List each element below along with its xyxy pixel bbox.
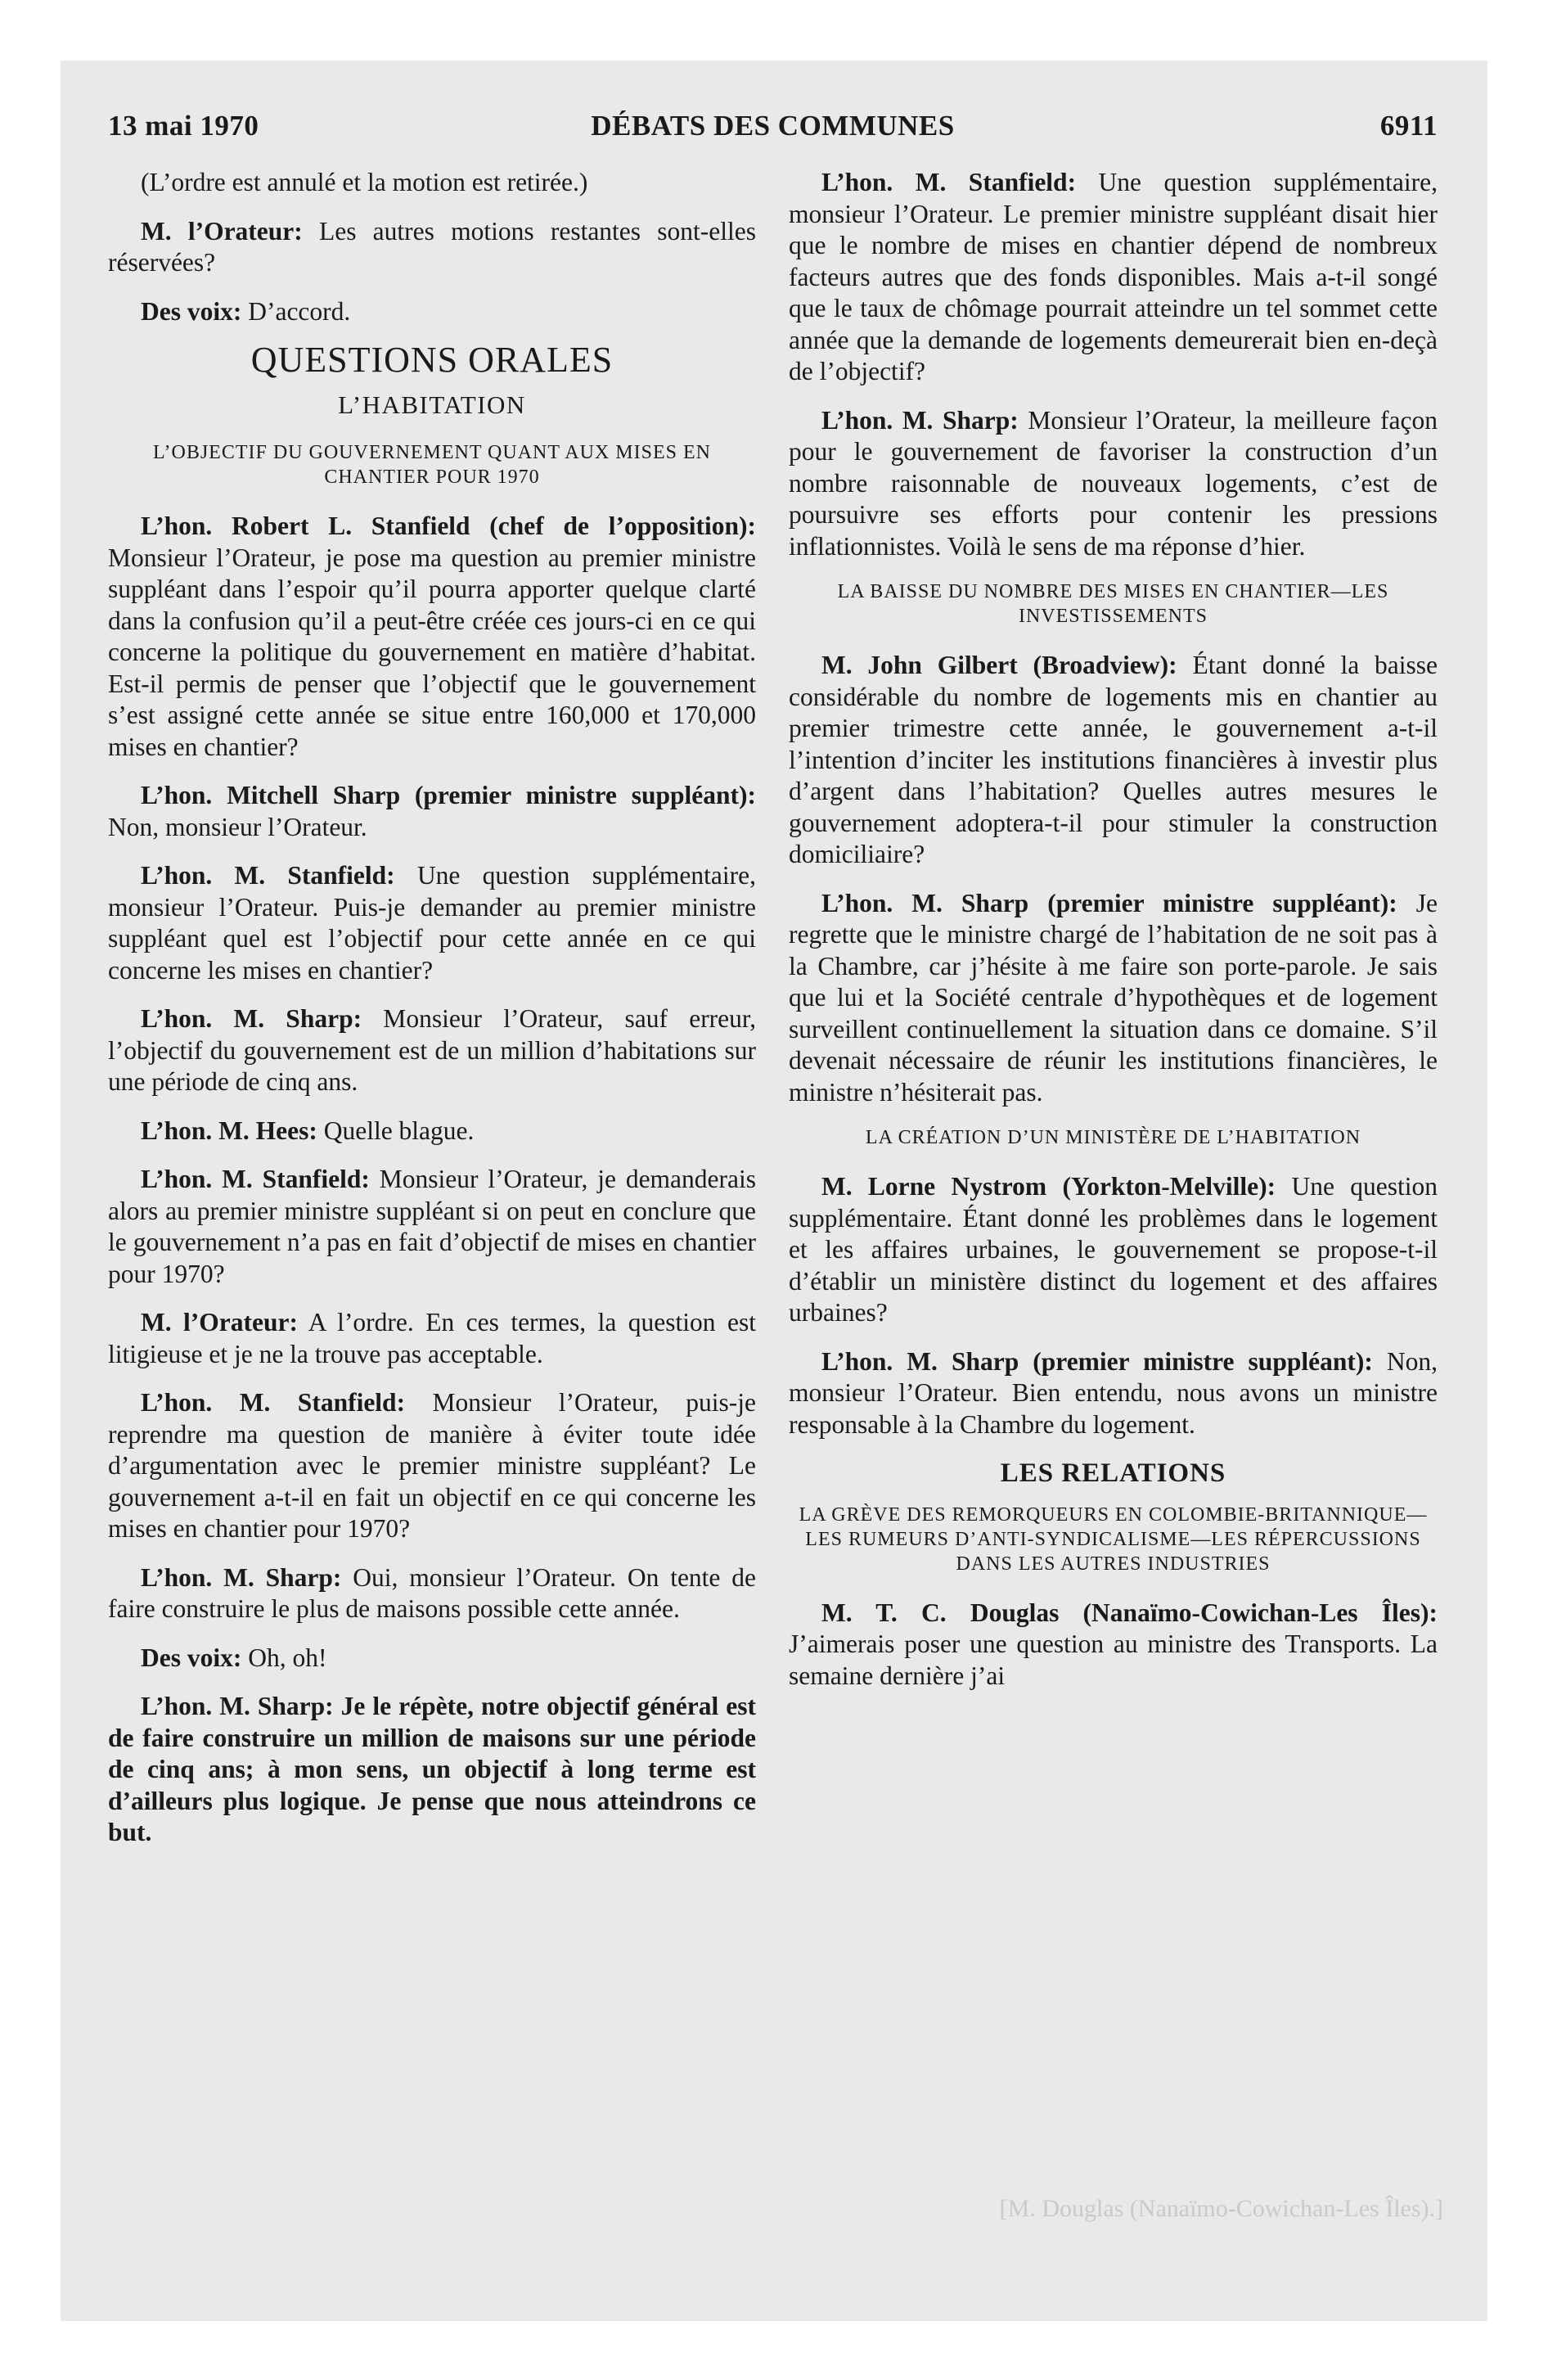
sub-heading: L’HABITATION bbox=[338, 390, 526, 419]
speech-text: D’accord. bbox=[241, 296, 351, 326]
speaker-name: L’hon. M. Stanfield: bbox=[141, 861, 395, 890]
paragraph bbox=[789, 1598, 1438, 1693]
speaker-name: L’hon. M. Sharp: bbox=[821, 405, 1019, 435]
speaker-name: L’hon. M. Sharp: bbox=[141, 1562, 342, 1592]
speech-text: Monsieur l’Orateur, sauf erreur, l’objectif du gouvernement est de un million d’habitations sur une période de cinq ans. bbox=[108, 1004, 757, 1096]
paragraph bbox=[789, 650, 1438, 871]
speech-text: Quelle blague. bbox=[317, 1116, 475, 1145]
speaker-name: L’hon. M. Sharp: bbox=[141, 1692, 334, 1720]
speech-text: Monsieur l’Orateur, je demanderais alors au premier ministre suppléant si on peut en conclure que le gouvernement n’a pas en fait d’objectif de mises en chantier pour 1970? bbox=[108, 1165, 756, 1288]
speech-text: Une question supplémentaire, monsieur l’Orateur. Puis-je demander au premier ministre suppléant quel est l’objectif pour cette année en ce qui concerne les mises en chantier? bbox=[108, 861, 756, 985]
speaker-name: L’hon. M. Sharp (premier ministre suppléant): bbox=[821, 1346, 1373, 1376]
paragraph bbox=[108, 1643, 756, 1675]
paragraph bbox=[108, 1691, 756, 1849]
speaker-name: L’hon. Robert L. Stanfield (chef de l’opposition): bbox=[141, 512, 756, 540]
speech-text: Une question supplémentaire. Étant donné les problèmes dans le logement et les affaires urbaines, le gouvernement se propose-t-il d’établir un ministère distinct du logement et des affaires urbaines? bbox=[789, 1172, 1438, 1327]
speech-text: Une question supplémentaire, monsieur l’Orateur. Le premier ministre suppléant disait hier que le nombre de mises en chantier dépend de nombreux facteurs autres que des fonds disponibles. Mais a-t-il songé que le taux de chômage pourrait atteindre un tel sommet cette année que la demande de logements demeurerait bien en-deçà de l’objectif? bbox=[789, 168, 1438, 385]
page-header bbox=[108, 110, 1438, 156]
speaker-name: L’hon. M. Stanfield: bbox=[821, 168, 1077, 196]
paragraph bbox=[789, 1346, 1438, 1441]
speech-text: Non, monsieur l’Orateur. Bien entendu, nous avons un ministre responsable à la Chambre du logement. bbox=[789, 1346, 1438, 1439]
paragraph bbox=[108, 296, 756, 328]
right-column bbox=[789, 167, 1438, 1709]
speaker-name: Des voix: bbox=[141, 1643, 242, 1672]
page-sheet bbox=[61, 61, 1487, 2321]
speaker-name: M. T. C. Douglas (Nanaïmo-Cowichan-Les Îles): bbox=[821, 1598, 1438, 1627]
paragraph bbox=[108, 511, 756, 763]
paragraph bbox=[789, 405, 1438, 563]
speech-text: A l’ordre. En ces termes, la question est litigieuse et je ne la trouve pas acceptable. bbox=[108, 1308, 756, 1368]
speech-text: Je le répète, notre objectif général est de faire construire un million de maisons sur une période de cinq ans; à mon sens, un objectif à long terme est d’ailleurs plus logique. Je pense que nous atteindrons ce but. bbox=[108, 1692, 757, 1846]
speaker-name: L’hon. M. Stanfield: bbox=[141, 1388, 406, 1417]
paragraph bbox=[108, 1562, 756, 1625]
speech-text: Les autres motions restantes sont-elles réservées? bbox=[108, 216, 756, 277]
speech-text: Oui, monsieur l’Orateur. On tente de faire construire le plus de maisons possible cette année. bbox=[108, 1562, 757, 1623]
paragraph bbox=[108, 216, 756, 279]
speech-text: Oh, oh! bbox=[241, 1643, 327, 1672]
paragraph bbox=[789, 167, 1438, 388]
paragraph: (L’ordre est annulé et la motion est retirée.) bbox=[141, 168, 588, 196]
speech-text: Étant donné la baisse considérable du nombre de logements mis en chantier au premier trimestre cette année, le gouvernement a-t-il l’intention d’inciter les institutions financières à investir plus d’argent dans l’habitation? Quelles autres mesures le gouvernement adoptera-t-il pour stimuler la construction domiciliaire? bbox=[789, 651, 1438, 868]
footer-note: [M. Douglas (Nanaïmo-Cowichan-Les Îles).] bbox=[999, 2195, 1443, 2222]
speaker-name: M. Lorne Nystrom (Yorkton-Melville): bbox=[821, 1172, 1276, 1201]
header-title: DÉBATS DES COMMUNES bbox=[591, 110, 955, 142]
speaker-name: M. l’Orateur: bbox=[141, 1308, 298, 1336]
left-column bbox=[108, 167, 756, 1866]
speaker-name: M. l’Orateur: bbox=[141, 216, 303, 246]
topic-heading: LA BAISSE DU NOMBRE DES MISES EN CHANTIER—LES INVESTISSEMENTS bbox=[837, 581, 1389, 627]
topic-heading: LA CRÉATION D’UN MINISTÈRE DE L’HABITATION bbox=[865, 1127, 1361, 1148]
paragraph bbox=[108, 1387, 756, 1545]
section-heading: LES RELATIONS bbox=[1000, 1458, 1226, 1488]
speaker-name: M. John Gilbert (Broadview): bbox=[821, 651, 1177, 679]
paragraph bbox=[108, 780, 756, 843]
paragraph bbox=[789, 1171, 1438, 1329]
topic-heading: LA GRÈVE DES REMORQUEURS EN COLOMBIE-BRITANNIQUE—LES RUMEURS D’ANTI-SYNDICALISME—LES RÉPERCUSSIONS DANS LES AUTRES INDUSTRIES bbox=[799, 1503, 1428, 1575]
speech-text: Monsieur l’Orateur, la meilleure façon pour le gouvernement de favoriser la construction d’un nombre raisonnable de nouveaux logements, c’est de poursuivre ses efforts pour contenir les pressions inflationnistes. Voilà le sens de ma réponse d’hier. bbox=[789, 405, 1438, 561]
paragraph bbox=[108, 1307, 756, 1370]
paragraph bbox=[108, 860, 756, 986]
header-date: 13 mai 1970 bbox=[108, 110, 259, 142]
speech-text: J’aimerais poser une question au ministre des Transports. La semaine dernière j’ai bbox=[789, 1629, 1438, 1690]
paragraph bbox=[789, 888, 1438, 1109]
speaker-name: L’hon. M. Hees: bbox=[141, 1116, 317, 1145]
speaker-name: L’hon. M. Sharp (premier ministre suppléant): bbox=[821, 888, 1397, 917]
main-heading: QUESTIONS ORALES bbox=[250, 340, 614, 380]
speech-text: Monsieur l’Orateur, puis-je reprendre ma question de manière à éviter toute idée d’argumentation avec le premier ministre suppléant? Le gouvernement a-t-il en fait un objectif en ce qui concerne les mises en chantier pour 1970? bbox=[108, 1388, 756, 1543]
speech-text: Monsieur l’Orateur, je pose ma question au premier ministre suppléant dans l’espoir qu’il pourra apporter quelque clarté dans la confusion qu’il a peut-être créée ces jours-ci en ce qui concerne la politique du gouvernement en matière d’habitat. Est-il permis de penser que l’objectif que le gouvernement s’est assigné cette année se situe entre 160,000 et 170,000 mises en chantier? bbox=[108, 543, 756, 761]
header-page-number: 6911 bbox=[1379, 110, 1438, 142]
speaker-name: L’hon. M. Stanfield: bbox=[141, 1165, 370, 1193]
speaker-name: L’hon. Mitchell Sharp (premier ministre suppléant): bbox=[141, 781, 756, 809]
speaker-name: Des voix: bbox=[141, 296, 242, 326]
topic-heading: L’OBJECTIF DU GOUVERNEMENT QUANT AUX MISES EN CHANTIER POUR 1970 bbox=[153, 442, 711, 488]
paragraph bbox=[108, 1164, 756, 1290]
speech-text: Je regrette que le ministre chargé de l’habitation de ne soit pas à la Chambre, car j’hésite à me faire son porte-parole. Je sais que lui et la Société centrale d’hypothèques et de logement surveillent continuellement la situation dans ce domaine. S’il devenait nécessaire de réunir les institutions financières, le ministre n’hésiterait pas. bbox=[789, 888, 1438, 1107]
speech-text: Non, monsieur l’Orateur. bbox=[108, 812, 367, 841]
paragraph bbox=[108, 1003, 756, 1098]
paragraph bbox=[108, 1116, 756, 1147]
speaker-name: L’hon. M. Sharp: bbox=[141, 1004, 362, 1033]
